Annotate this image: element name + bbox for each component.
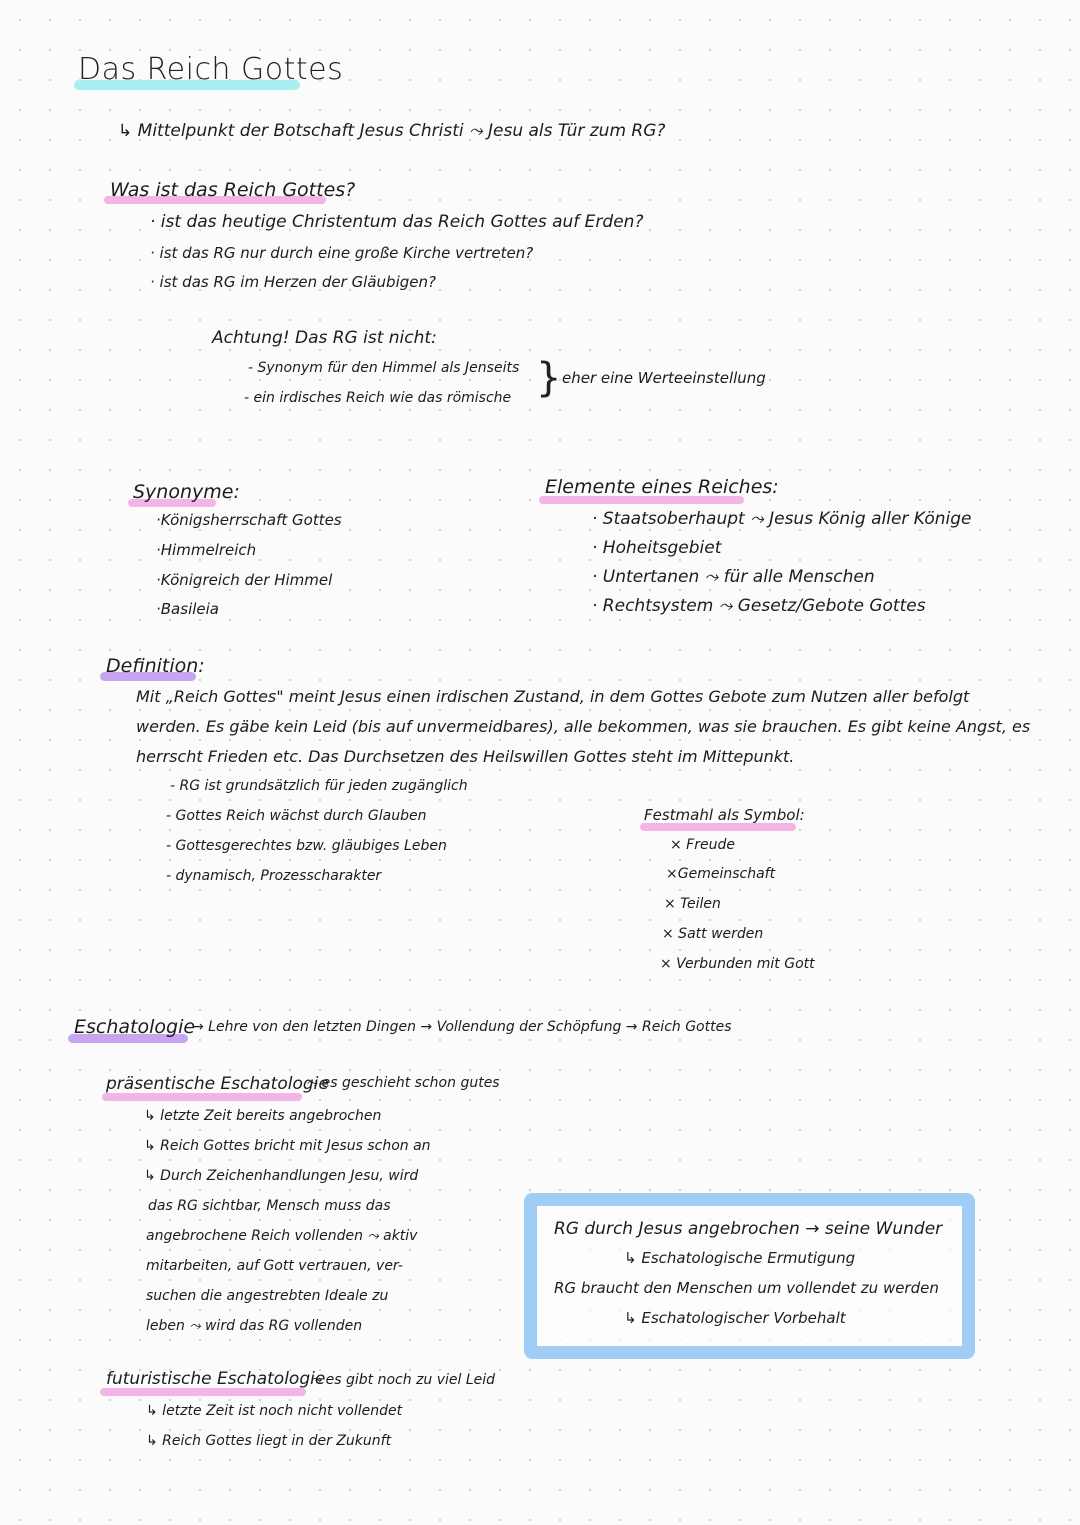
warning-brace-note: eher eine Werteeinstellung xyxy=(562,369,766,387)
festmahl-heading-highlight xyxy=(640,823,796,831)
definition-line: Mit „Reich Gottes" meint Jesus einen irdischen Zustand, in dem Gottes Gebote zum Nutzen aller befolgt xyxy=(136,687,970,706)
elements-item: · Hoheitsgebiet xyxy=(592,538,722,558)
praesentisch-line: angebrochene Reich vollenden ⤳ aktiv xyxy=(146,1228,418,1244)
festmahl-item: × Verbunden mit Gott xyxy=(660,956,815,972)
futuristisch-heading-highlight xyxy=(100,1388,306,1396)
page-title: Das Reich Gottes xyxy=(78,52,344,87)
brace-icon: } xyxy=(536,355,562,401)
praesentisch-heading: präsentische Eschatologie xyxy=(106,1074,329,1094)
question-item: · ist das heutige Christentum das Reich Gottes auf Erden? xyxy=(150,212,644,232)
festmahl-heading: Festmahl als Symbol: xyxy=(644,806,805,824)
definition-line: werden. Es gäbe kein Leid (bis auf unvermeidbares), alle bekommen, was sie brauchen. Es gibt keine Angst, es xyxy=(136,717,1031,736)
box-line-4: ↳ Eschatologischer Vorbehalt xyxy=(624,1309,846,1327)
festmahl-item: × Satt werden xyxy=(662,926,764,942)
box-line-3: RG braucht den Menschen um vollendet zu werden xyxy=(554,1279,939,1297)
synonyms-heading: Synonyme: xyxy=(133,481,240,503)
praesentisch-line: ↳ Durch Zeichenhandlungen Jesu, wird xyxy=(144,1168,419,1184)
elements-item: · Staatsoberhaupt ⤳ Jesus König aller Könige xyxy=(592,509,972,529)
elements-heading: Elemente eines Reiches: xyxy=(545,476,779,498)
praesentisch-line: mitarbeiten, auf Gott vertrauen, ver- xyxy=(146,1258,403,1274)
futuristisch-note: ⤳ es gibt noch zu viel Leid xyxy=(310,1372,496,1388)
warning-heading: Achtung! Das RG ist nicht: xyxy=(212,328,437,348)
definition-point: - Gottes Reich wächst durch Glauben xyxy=(166,808,427,824)
praesentisch-heading-highlight xyxy=(102,1093,302,1101)
futuristisch-heading: futuristische Eschatologie xyxy=(106,1369,326,1389)
praesentisch-line: ↳ Reich Gottes bricht mit Jesus schon an xyxy=(144,1138,431,1154)
futuristisch-line: ↳ letzte Zeit ist noch nicht vollendet xyxy=(146,1403,403,1419)
question-heading: Was ist das Reich Gottes? xyxy=(110,179,356,201)
festmahl-item: × Freude xyxy=(670,837,735,853)
futuristisch-line: ↳ Reich Gottes liegt in der Zukunft xyxy=(146,1433,392,1449)
question-item: · ist das RG nur durch eine große Kirche vertreten? xyxy=(150,244,534,262)
synonym-item: ·Königsherrschaft Gottes xyxy=(156,511,342,529)
praesentisch-line: das RG sichtbar, Mensch muss das xyxy=(148,1198,391,1214)
praesentisch-note: ⤳ es geschieht schon gutes xyxy=(306,1075,500,1091)
question-item: · ist das RG im Herzen der Gläubigen? xyxy=(150,273,436,291)
praesentisch-line: ↳ letzte Zeit bereits angebrochen xyxy=(144,1108,382,1124)
praesentisch-line: leben ⤳ wird das RG vollenden xyxy=(146,1318,363,1334)
synonym-item: ·Basileia xyxy=(156,600,219,618)
festmahl-item: × Teilen xyxy=(664,896,721,912)
elements-item: · Untertanen ⤳ für alle Menschen xyxy=(592,567,875,587)
summary-box xyxy=(524,1193,975,1359)
eschatologie-heading: Eschatologie xyxy=(74,1016,196,1038)
warning-item: - Synonym für den Himmel als Jenseits xyxy=(248,360,520,376)
box-line-1: RG durch Jesus angebrochen → seine Wunder xyxy=(554,1219,943,1239)
definition-point: - Gottesgerechtes bzw. gläubiges Leben xyxy=(166,838,447,854)
definition-point: - dynamisch, Prozesscharakter xyxy=(166,868,382,884)
definition-point: - RG ist grundsätzlich für jeden zugänglich xyxy=(170,778,468,794)
synonym-item: ·Königreich der Himmel xyxy=(156,571,333,589)
warning-item: - ein irdisches Reich wie das römische xyxy=(244,390,512,406)
eschatologie-chain: → Lehre von den letzten Dingen → Vollendung der Schöpfung → Reich Gottes xyxy=(192,1019,732,1035)
praesentisch-line: suchen die angestrebten Ideale zu xyxy=(146,1288,389,1304)
elements-item: · Rechtsystem ⤳ Gesetz/Gebote Gottes xyxy=(592,596,926,616)
definition-line: herrscht Frieden etc. Das Durchsetzen des Heilswillen Gottes steht im Mittepunkt. xyxy=(136,747,795,766)
box-line-2: ↳ Eschatologische Ermutigung xyxy=(624,1249,856,1267)
intro-line: ↳ Mittelpunkt der Botschaft Jesus Christi ⤳ Jesu als Tür zum RG? xyxy=(118,121,666,141)
festmahl-item: ×Gemeinschaft xyxy=(666,866,776,882)
definition-heading: Definition: xyxy=(106,655,205,677)
synonym-item: ·Himmelreich xyxy=(156,541,257,559)
